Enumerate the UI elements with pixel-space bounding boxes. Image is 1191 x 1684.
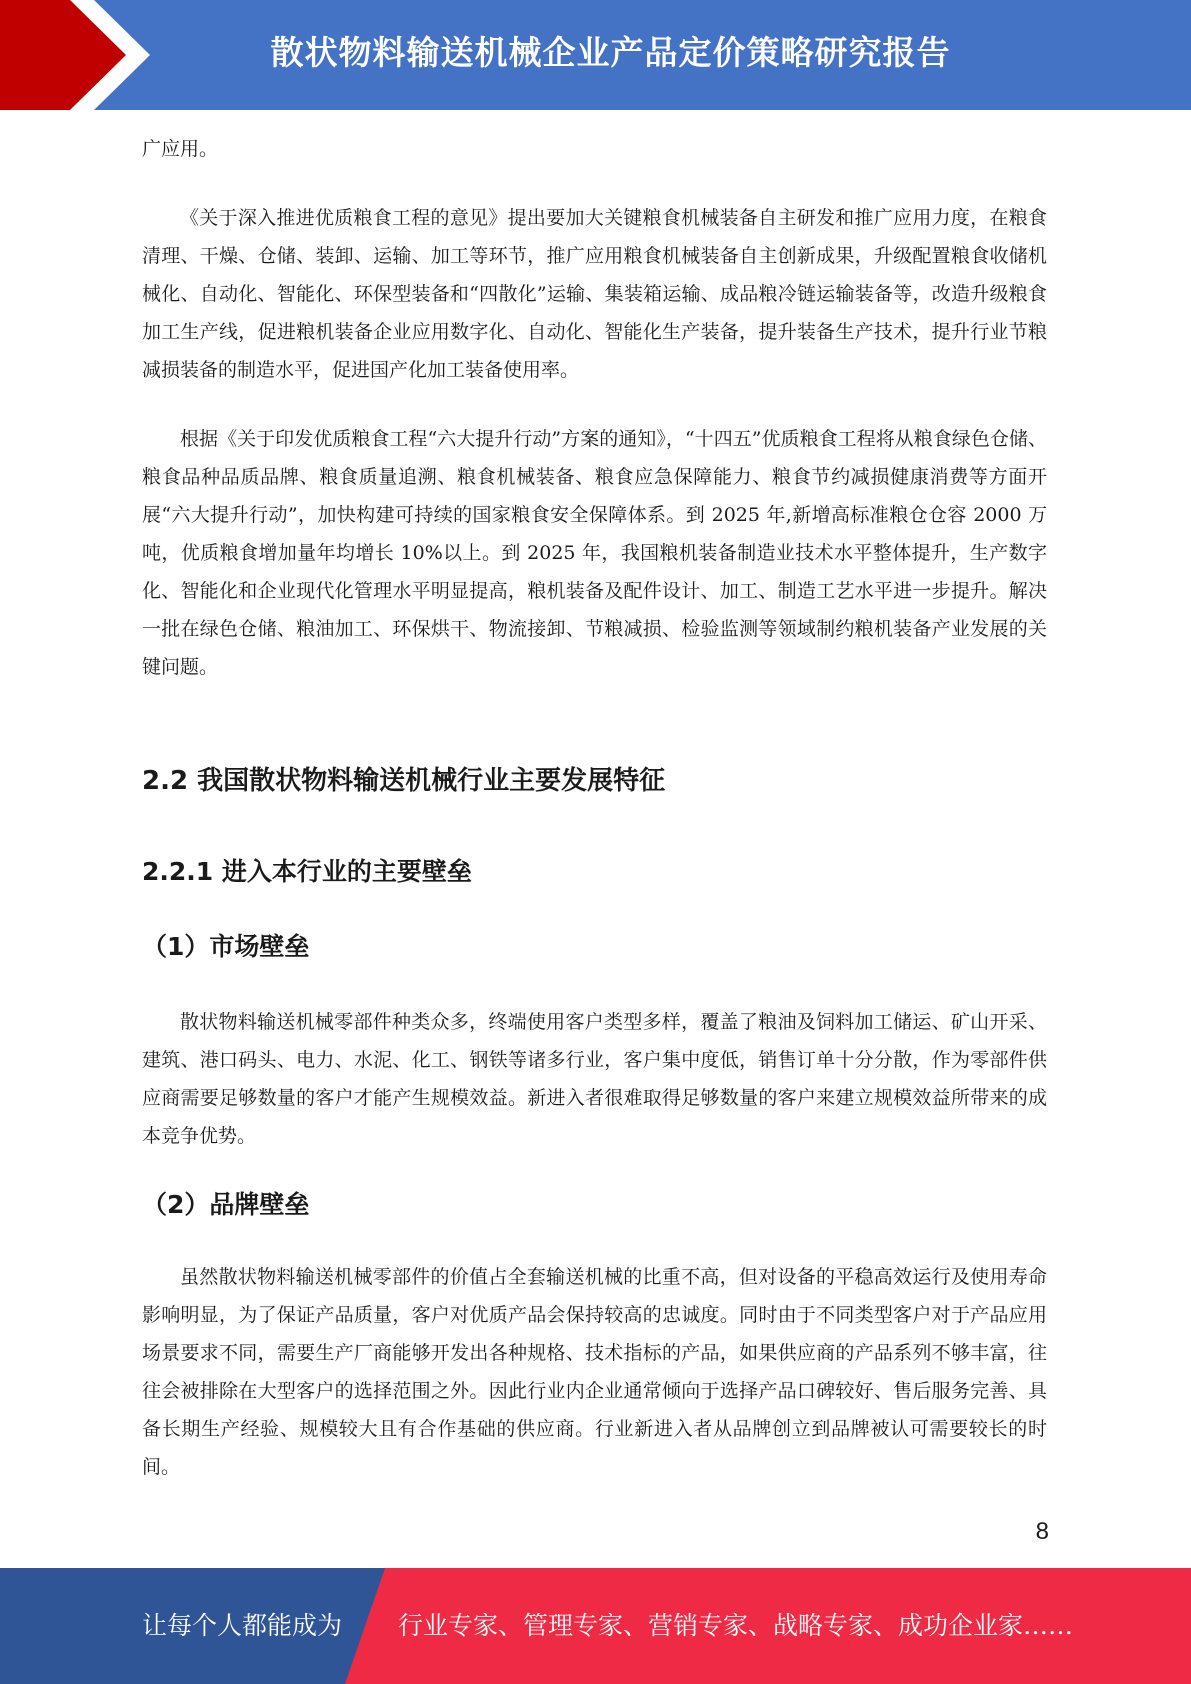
subsection-heading-2-2-1: 2.2.1 进入本行业的主要壁垒 — [142, 857, 472, 886]
heading-market-barrier: （1）市场壁垒 — [142, 932, 310, 961]
page-number: 8 — [1035, 1518, 1049, 1545]
paragraph-six-upgrade-actions: 根据《关于印发优质粮食工程“六大提升行动”方案的通知》，“十四五”优质粮食工程将从粮食绿色仓储、粮食品种品质品牌、粮食质量追溯、粮食机械装备、粮食应急保障能力、粮食节约减损健康消费等方面开展“六大提升行动”，加快构建可持续的国家粮食安全保障体系。到 2025 年,新增高标准粮仓仓容 2000 万吨，优质粮食增加量年均增长 10%以上。到 2025 年，我国粮机装备制造业技术水平整体提升，生产数字化、智能化和企业现代化管理水平明显提高，粮机装备及配件设计、加工、制造工艺水平进一步提升。解决一批在绿色仓储、粮油加工、环保烘干、物流接卸、节粮减损、检验监测等领域制约粮机装备产业发展的关键问题。 — [142, 428, 1047, 678]
paragraph-continuation: 广应用。 — [142, 138, 219, 160]
page-footer — [0, 1568, 1191, 1684]
header-arrow-icon — [0, 0, 160, 110]
paragraph-market-barrier: 散状物料输送机械零部件种类众多，终端使用客户类型多样，覆盖了粮油及饲料加工储运、矿山开采、建筑、港口码头、电力、水泥、化工、钢铁等诸多行业，客户集中度低，销售订单十分分散，作为零部件供应商需要足够数量的客户才能产生规模效益。新进入者很难取得足够数量的客户来建立规模效益所带来的成本竞争优势。 — [142, 1011, 1047, 1147]
page-header — [0, 0, 1191, 110]
paragraph-grain-engineering-opinion: 《关于深入推进优质粮食工程的意见》提出要加大关键粮食机械装备自主研发和推广应用力度，在粮食清理、干燥、仓储、装卸、运输、加工等环节，推广应用粮食机械装备自主创新成果，升级配置粮食收储机械化、自动化、智能化、环保型装备和“四散化”运输、集装箱运输、成品粮冷链运输装备等，改造升级粮食加工生产线，促进粮机装备企业应用数字化、自动化、智能化生产装备，提升装备生产技术，提升行业节粮减损装备的制造水平，促进国产化加工装备使用率。 — [142, 207, 1047, 381]
section-heading-2-2: 2.2 我国散状物料输送机械行业主要发展特征 — [142, 766, 666, 796]
footer-slogan: 让每个人都能成为 — [142, 1611, 343, 1640]
page-body — [142, 130, 1047, 1486]
heading-brand-barrier: （2）品牌壁垒 — [142, 1190, 310, 1219]
paragraph-brand-barrier: 虽然散状物料输送机械零部件的价值占全套输送机械的比重不高，但对设备的平稳高效运行及使用寿命影响明显，为了保证产品质量，客户对优质产品会保持较高的忠诚度。同时由于不同类型客户对于产品应用场景要求不同，需要生产厂商能够开发出各种规格、技术指标的产品，如果供应商的产品系列不够丰富，往往会被排除在大型客户的选择范围之外。因此行业内企业通常倾向于选择产品口碑较好、售后服务完善、具备长期生产经验、规模较大且有合作基础的供应商。行业新进入者从品牌创立到品牌被认可需要较长的时间。 — [142, 1266, 1047, 1478]
footer-roles: 行业专家、管理专家、营销专家、战略专家、成功企业家…… — [398, 1611, 1074, 1640]
report-title: 散状物料输送机械企业产品定价策略研究报告 — [270, 33, 951, 72]
